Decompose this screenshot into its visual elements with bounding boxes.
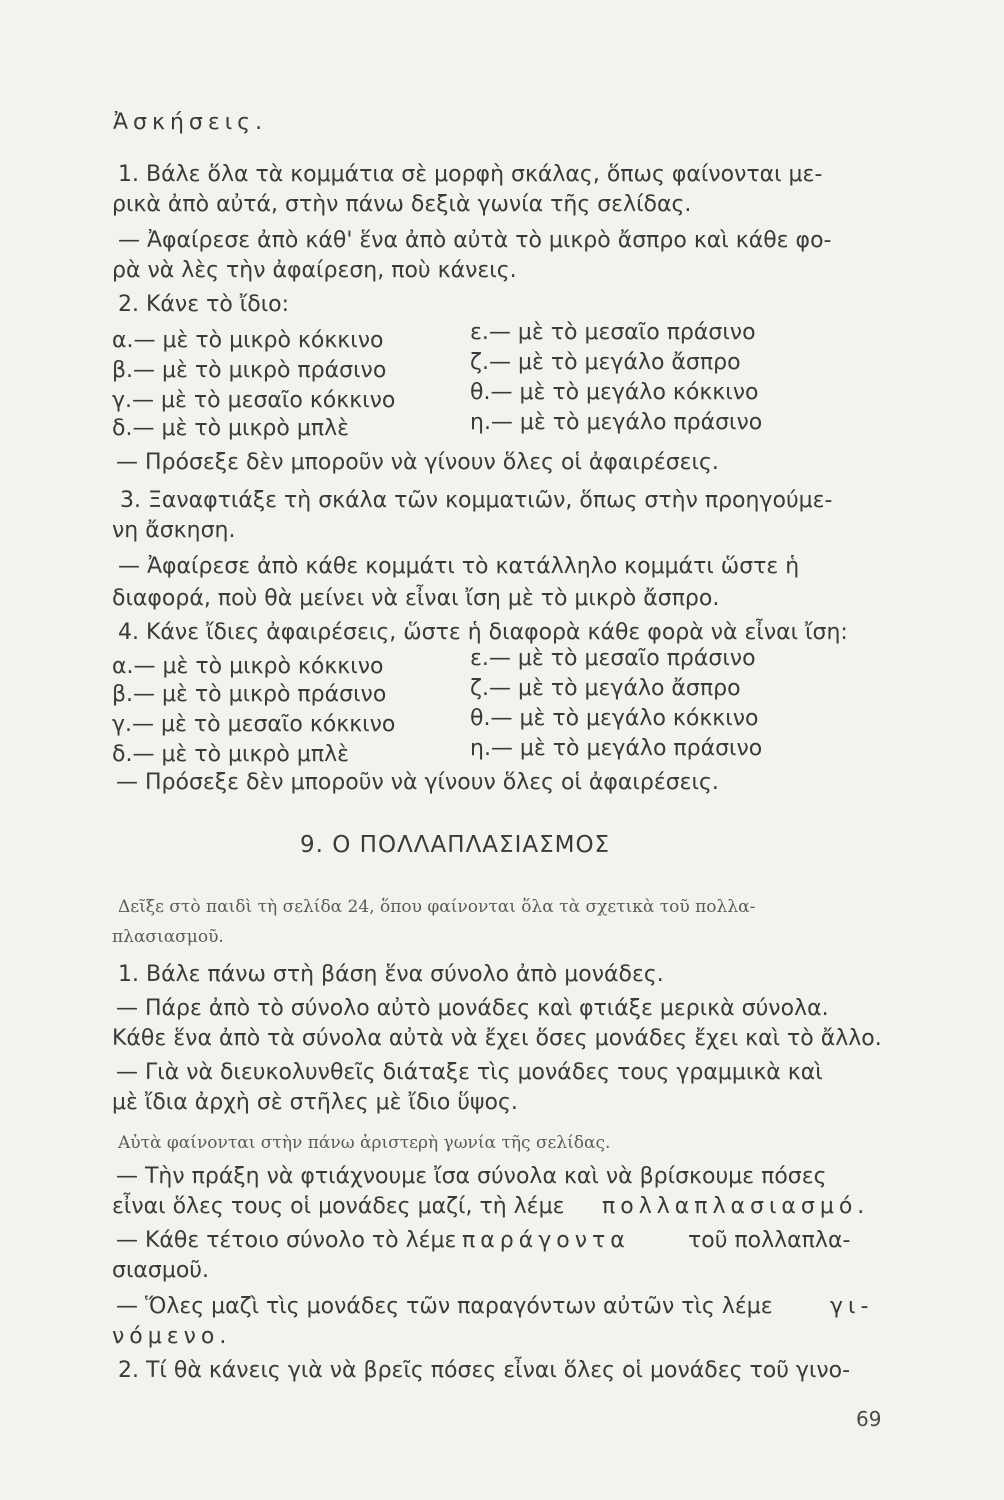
list-item: δ.— μὲ τὸ μικρὸ μπλὲ: [112, 742, 350, 767]
text-line: ρὰ νὰ λὲς τὴν ἀφαίρεση, ποὺ κάνεις.: [112, 258, 517, 283]
text-line: — Ἀφαίρεσε ἀπὸ κάθ' ἕνα ἀπὸ αὐτὰ τὸ μικρὸ ἄσπρο καὶ κάθε φο-: [118, 228, 832, 253]
text-line: Κάθε ἕνα ἀπὸ τὰ σύνολα αὐτὰ νὰ ἔχει ὅσες μονάδες ἔχει καὶ τὸ ἄλλο.: [112, 1026, 882, 1051]
note-line: — Πρόσεξε δὲν μποροῦν νὰ γίνουν ὅλες οἱ ἀφαιρέσεις.: [116, 450, 719, 475]
text-line: — Πάρε ἀπὸ τὸ σύνολο αὐτὸ μονάδες καὶ φτιάξε μερικὰ σύνολα.: [116, 996, 829, 1021]
text-line: μὲ ἴδια ἀρχὴ σὲ στῆλες μὲ ἴδιο ὕψος.: [112, 1090, 518, 1115]
text-line: — Κάθε τέτοιο σύνολο τὸ λέμε: [116, 1228, 457, 1253]
list-item: ε.— μὲ τὸ μεσαῖο πράσινο: [470, 320, 756, 345]
list-item: η.— μὲ τὸ μεγάλο πράσινο: [470, 736, 763, 761]
text-line: 2. Κάνε τὸ ἴδιο:: [118, 292, 290, 317]
section-heading: 9. Ο ΠΟΛΛΑΠΛΑΣΙΑΣΜΟΣ: [300, 832, 611, 858]
term-product-start: γι-: [830, 1294, 874, 1319]
intro-line: πλασιασμοῦ.: [112, 927, 224, 947]
list-item: δ.— μὲ τὸ μικρὸ μπλὲ: [112, 416, 350, 441]
text-line: τοῦ πολλαπλα-: [688, 1228, 851, 1253]
list-item: ζ.— μὲ τὸ μεγάλο ἄσπρο: [470, 676, 741, 701]
note-line: — Πρόσεξε δὲν μποροῦν νὰ γίνουν ὅλες οἱ ἀφαιρέσεις.: [116, 770, 719, 795]
list-item: θ.— μὲ τὸ μεγάλο κόκκινο: [470, 706, 759, 731]
list-item: α.— μὲ τὸ μικρὸ κόκκινο: [112, 328, 384, 353]
list-item: ζ.— μὲ τὸ μεγάλο ἄσπρο: [470, 350, 741, 375]
list-item: θ.— μὲ τὸ μεγάλο κόκκινο: [470, 380, 759, 405]
text-line: 3. Ξαναφτιάξε τὴ σκάλα τῶν κομματιῶν, ὅπως στὴν προηγούμε-: [120, 488, 833, 513]
list-item: β.— μὲ τὸ μικρὸ πράσινο: [112, 682, 387, 707]
term-multiplication: πολλαπλασιασμό.: [602, 1194, 870, 1219]
list-item: β.— μὲ τὸ μικρὸ πράσινο: [112, 358, 387, 383]
text-line: — Γιὰ νὰ διευκολυνθεῖς διάταξε τὶς μονάδες τους γραμμικὰ καὶ: [116, 1060, 823, 1085]
text-line: — Ἀφαίρεσε ἀπὸ κάθε κομμάτι τὸ κατάλληλο κομμάτι ὥστε ἡ: [118, 554, 800, 579]
text-line: 2. Τί θὰ κάνεις γιὰ νὰ βρεῖς πόσες εἶναι ὅλες οἱ μονάδες τοῦ γινο-: [118, 1358, 851, 1383]
text-line: — Ὅλες μαζὶ τὶς μονάδες τῶν παραγόντων αὐτῶν τὶς λέμε: [116, 1294, 773, 1319]
text-line: — Τὴν πράξη νὰ φτιάχνουμε ἴσα σύνολα καὶ νὰ βρίσκουμε πόσες: [116, 1164, 827, 1189]
small-note: Αὐτὰ φαίνονται στὴν πάνω ἀριστερὴ γωνία τῆς σελίδας.: [118, 1133, 611, 1153]
text-line: 1. Βάλε πάνω στὴ βάση ἕνα σύνολο ἀπὸ μονάδες.: [118, 962, 664, 987]
list-item: γ.— μὲ τὸ μεσαῖο κόκκινο: [112, 388, 396, 413]
exercises-title: Ἀσκήσεις.: [113, 110, 268, 135]
list-item: α.— μὲ τὸ μικρὸ κόκκινο: [112, 654, 384, 679]
term-product-end: νόμενο.: [112, 1324, 232, 1349]
term-factor: παράγοντα: [462, 1228, 630, 1253]
list-item: η.— μὲ τὸ μεγάλο πράσινο: [470, 410, 763, 435]
text-line: νη ἄσκηση.: [112, 518, 236, 543]
text-line: 4. Κάνε ἴδιες ἀφαιρέσεις, ὥστε ἡ διαφορὰ κάθε φορὰ νὰ εἶναι ἴση:: [118, 620, 848, 645]
text-line: διαφορά, ποὺ θὰ μείνει νὰ εἶναι ἴση μὲ τὸ μικρὸ ἄσπρο.: [112, 586, 720, 611]
text-line: 1. Βάλε ὅλα τὰ κομμάτια σὲ μορφὴ σκάλας, ὅπως φαίνονται με-: [118, 162, 823, 187]
page-number: 69: [856, 1407, 882, 1431]
intro-line: Δεῖξε στὸ παιδὶ τὴ σελίδα 24, ὅπου φαίνονται ὅλα τὰ σχετικὰ τοῦ πολλα-: [118, 897, 756, 917]
text-line: ρικὰ ἀπὸ αὐτά, στὴν πάνω δεξιὰ γωνία τῆς σελίδας.: [112, 192, 692, 217]
text-line: εἶναι ὅλες τους οἱ μονάδες μαζί, τὴ λέμε: [112, 1194, 565, 1219]
list-item: γ.— μὲ τὸ μεσαῖο κόκκινο: [112, 712, 396, 737]
list-item: ε.— μὲ τὸ μεσαῖο πράσινο: [470, 646, 756, 671]
text-line: σιασμοῦ.: [112, 1258, 210, 1283]
